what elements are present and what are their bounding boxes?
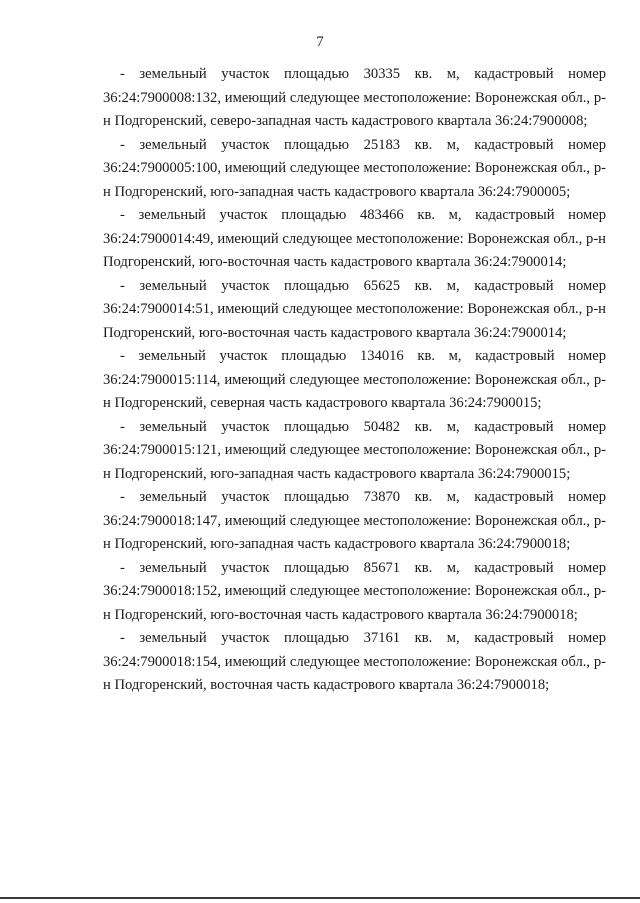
land-plot-item-3: - земельный участок площадью 483466 кв. м, кадастровый номер 36:24:7900014:49, имеющий следующее местоположение: Воронежская обл., р-н Подгоренский, юго-восточная часть кадастрового квартала 36:24:7900014; xyxy=(103,207,606,270)
land-plot-item-6: - земельный участок площадью 50482 кв. м, кадастровый номер 36:24:7900015:121, имеющий следующее местоположение: Воронежская обл., р-н Подгоренский, юго-западная часть кадастрового квартала 36:24:7900015; xyxy=(103,418,606,482)
land-plot-item-8: - земельный участок площадью 85671 кв. м, кадастровый номер 36:24:7900018:152, имеющий следующее местоположение: Воронежская обл., р-н Подгоренский, юго-восточная часть кадастрового квартала 36:24:7900018; xyxy=(103,559,606,623)
land-plot-item-4: - земельный участок площадью 65625 кв. м, кадастровый номер 36:24:7900014:51, имеющий следующее местоположение: Воронежская обл., р-н Подгоренский, юго-восточная часть кадастрового квартала 36:24:7900014; xyxy=(103,277,606,341)
land-plot-item-5: - земельный участок площадью 134016 кв. м, кадастровый номер 36:24:7900015:114, имеющий следующее местоположение: Воронежская обл., р-н Подгоренский, северная часть кадастрового квартала 36:24:7900015; xyxy=(103,348,606,411)
land-plot-item-9: - земельный участок площадью 37161 кв. м, кадастровый номер 36:24:7900018:154, имеющий следующее местоположение: Воронежская обл., р-н Подгоренский, восточная часть кадастрового квартала 36:24:7900018; xyxy=(103,630,606,693)
land-plot-item-1: - земельный участок площадью 30335 кв. м, кадастровый номер 36:24:7900008:132, имеющий следующее местоположение: Воронежская обл., р-н Подгоренский, северо-западная часть кадастрового квартала 36:24:7900008; xyxy=(103,66,606,129)
land-plot-item-7: - земельный участок площадью 73870 кв. м, кадастровый номер 36:24:7900018:147, имеющий следующее местоположение: Воронежская обл., р-н Подгоренский, юго-западная часть кадастрового квартала 36:24:7900018; xyxy=(103,489,606,552)
page-number: 7 xyxy=(316,34,324,50)
page-bottom-edge xyxy=(0,897,640,899)
land-plot-item-2: - земельный участок площадью 25183 кв. м, кадастровый номер 36:24:7900005:100, имеющий следующее местоположение: Воронежская обл., р-н Подгоренский, юго-западная часть кадастрового квартала 36:24:7900005; xyxy=(103,136,606,200)
document-body xyxy=(103,63,606,698)
